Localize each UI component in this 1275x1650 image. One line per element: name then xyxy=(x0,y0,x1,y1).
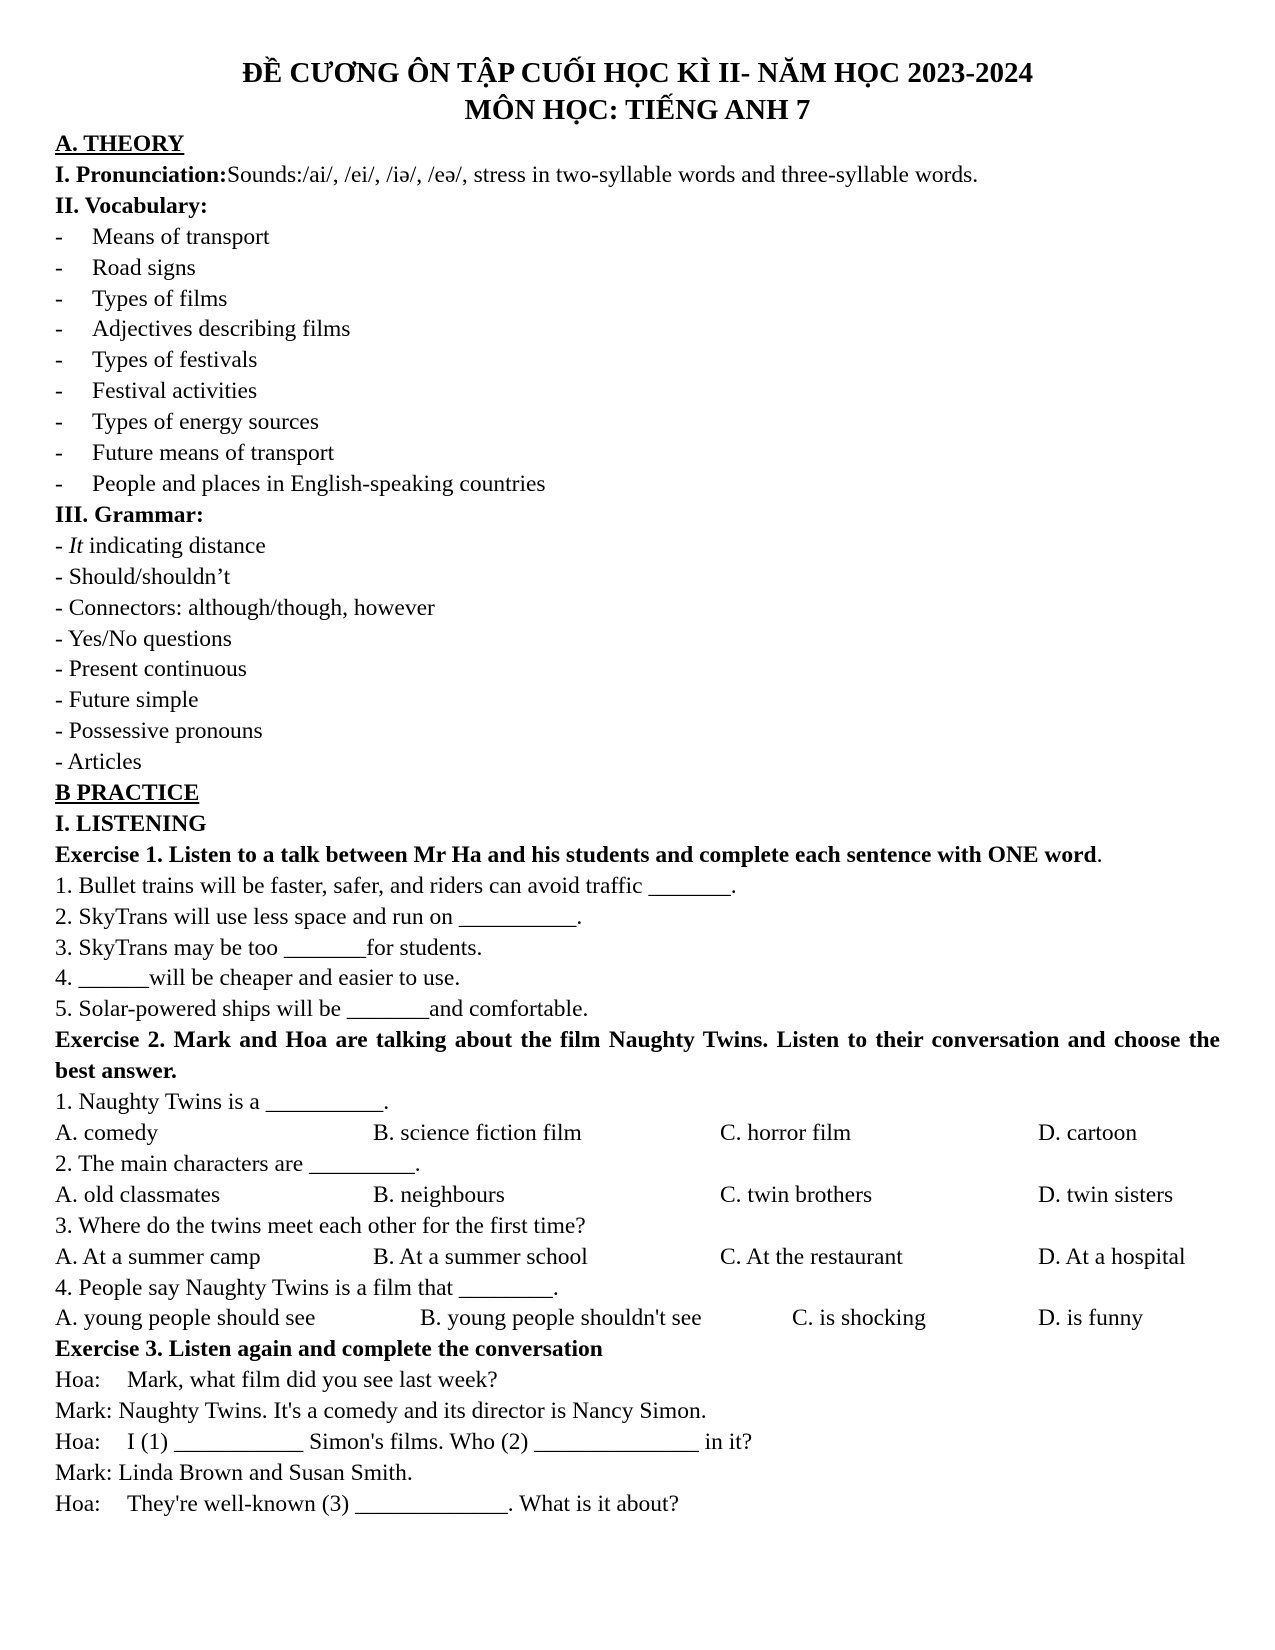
conversation-line xyxy=(55,1427,1220,1458)
conversation-text: They're well-known (3) _____________. What is it about? xyxy=(127,1490,680,1517)
option-c: C. twin brothers xyxy=(720,1181,873,1208)
grammar-list xyxy=(55,531,1220,778)
grammar-item: - Articles xyxy=(55,749,142,776)
conversation-line xyxy=(55,1396,1220,1427)
document-title xyxy=(55,55,1220,129)
option-b: B. neighbours xyxy=(373,1181,505,1208)
exercise-1-item: 3. SkyTrans may be too _______for students. xyxy=(55,934,483,961)
option-d: D. At a hospital xyxy=(1038,1243,1186,1270)
conversation-text: Naughty Twins. It's a comedy and its director is Nancy Simon. xyxy=(118,1398,707,1425)
vocabulary-item: - Means of transport xyxy=(55,223,270,250)
section-practice-heading: B PRACTICE xyxy=(55,780,200,807)
exercise-1-items xyxy=(55,871,1220,1026)
section-theory-heading: A. THEORY xyxy=(55,131,185,157)
exercise-2-question: 3. Where do the twins meet each other for the first time? xyxy=(55,1212,586,1239)
document-page xyxy=(55,55,1220,1520)
speaker-label: Mark: xyxy=(55,1398,113,1425)
exercise-2-options xyxy=(55,1303,1220,1334)
exercise-1-item: 2. SkyTrans will use less space and run on __________. xyxy=(55,903,583,930)
conversation-text: Mark, what film did you see last week? xyxy=(127,1367,498,1394)
vocabulary-heading: II. Vocabulary: xyxy=(55,192,208,219)
vocabulary-item: - People and places in English-speaking countries xyxy=(55,470,546,497)
grammar-item: - Future simple xyxy=(55,687,199,714)
option-a: A. young people should see xyxy=(55,1305,316,1332)
speaker-label: Mark: xyxy=(55,1459,113,1486)
exercise-1-item: 4. ______will be cheaper and easier to use. xyxy=(55,965,461,992)
speaker-label: Hoa: xyxy=(55,1490,101,1517)
exercise-1-instruction: Exercise 1. Listen to a talk between Mr Ha and his students and complete each sentence with ONE word. xyxy=(55,841,1103,868)
conversation-text: I (1) ___________ Simon's films. Who (2) ______________ in it? xyxy=(127,1429,753,1456)
vocabulary-list xyxy=(55,222,1220,500)
pronunciation-text: Sounds:/ai/, /ei/, /iə/, /eə/, stress in two-syllable words and three-syllable words. xyxy=(226,161,979,188)
option-c: C. is shocking xyxy=(792,1305,926,1332)
exercise-2-question: 4. People say Naughty Twins is a film that ________. xyxy=(55,1274,559,1301)
option-b: B. young people shouldn't see xyxy=(420,1305,702,1332)
exercise-2-options xyxy=(55,1242,1220,1273)
vocabulary-item: - Festival activities xyxy=(55,378,258,405)
exercise-1-item: 5. Solar-powered ships will be _______and comfortable. xyxy=(55,996,589,1023)
conversation-line xyxy=(55,1365,1220,1396)
speaker-label: Hoa: xyxy=(55,1429,101,1456)
conversation-text: Linda Brown and Susan Smith. xyxy=(118,1459,413,1486)
grammar-heading: III. Grammar: xyxy=(55,501,204,528)
vocabulary-item: - Types of energy sources xyxy=(55,409,319,436)
pronunciation-label: I. Pronunciation: xyxy=(55,161,227,188)
vocabulary-item: - Future means of transport xyxy=(55,440,335,467)
grammar-item: - It indicating distance xyxy=(55,532,266,559)
grammar-item: - Possessive pronouns xyxy=(55,718,263,745)
exercise-1-item: 1. Bullet trains will be faster, safer, and riders can avoid traffic _______. xyxy=(55,872,737,899)
option-c: C. horror film xyxy=(720,1120,852,1146)
option-d: D. cartoon xyxy=(1038,1120,1138,1146)
exercise-3-conversation xyxy=(55,1365,1220,1520)
conversation-line xyxy=(55,1489,1220,1520)
exercise-2-options xyxy=(55,1180,1220,1211)
option-a: A. comedy xyxy=(55,1120,159,1146)
title-line-1: ĐỀ CƯƠNG ÔN TẬP CUỐI HỌC KÌ II- NĂM HỌC 2023-2024 xyxy=(241,57,1034,89)
option-a: A. old classmates xyxy=(55,1181,221,1208)
vocabulary-item: - Adjectives describing films xyxy=(55,316,351,343)
option-b: B. At a summer school xyxy=(373,1243,588,1270)
listening-heading: I. LISTENING xyxy=(55,810,207,837)
option-b: B. science fiction film xyxy=(373,1120,582,1146)
exercise-3-instruction: Exercise 3. Listen again and complete the conversation xyxy=(55,1336,603,1363)
exercise-2-question: 1. Naughty Twins is a __________. xyxy=(55,1089,390,1116)
vocabulary-item: - Types of festivals xyxy=(55,347,258,374)
exercise-2-instruction: Exercise 2. Mark and Hoa are talking about the film Naughty Twins. Listen to their conversation and choose the best answer. xyxy=(55,1027,1220,1085)
grammar-item: - Present continuous xyxy=(55,656,247,683)
option-a: A. At a summer camp xyxy=(55,1243,261,1270)
grammar-item: - Yes/No questions xyxy=(55,625,232,652)
grammar-item: - Should/shouldn’t xyxy=(55,563,231,590)
exercise-2-options xyxy=(55,1118,1220,1149)
option-c: C. At the restaurant xyxy=(720,1243,903,1270)
exercise-2-questions xyxy=(55,1087,1220,1334)
grammar-item: - Connectors: although/though, however xyxy=(55,594,435,621)
vocabulary-item: - Road signs xyxy=(55,254,196,281)
exercise-2-question: 2. The main characters are _________. xyxy=(55,1150,421,1177)
conversation-line xyxy=(55,1458,1220,1489)
title-line-2: MÔN HỌC: TIẾNG ANH 7 xyxy=(464,94,811,126)
option-d: D. twin sisters xyxy=(1038,1181,1174,1208)
pronunciation-line xyxy=(55,160,1220,191)
vocabulary-item: - Types of films xyxy=(55,285,228,312)
option-d: D. is funny xyxy=(1038,1305,1144,1332)
speaker-label: Hoa: xyxy=(55,1367,101,1394)
